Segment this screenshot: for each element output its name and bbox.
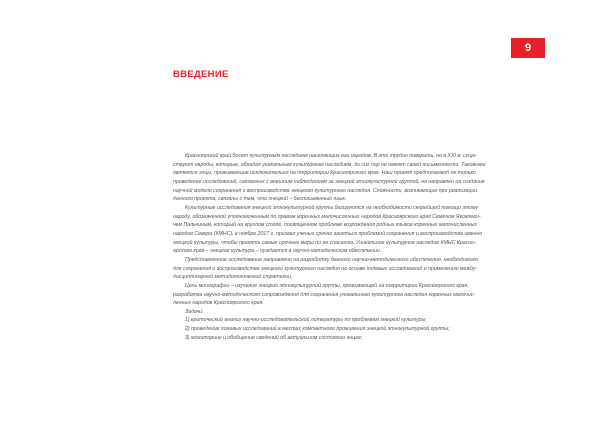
text-line: ствуют народы, которые, обладая уникальным культурным наследием, до сих пор не имеют своей письменности. Таковыми: [173, 161, 486, 168]
text-line: ярского края – энецкая культура – нуждается в научно-методическом обеспечении.: [173, 248, 382, 255]
text-line: данного проекта, связаны с тем, что энецкий – бесписьменный язык.: [173, 196, 347, 203]
text-line: народов Севера (КМНС), в ноябре 2017 г. призвал ученых срочно заняться проблемой сохранения и воспроизводства именно: [173, 230, 483, 237]
text-line: дисциплинарной методологической стратегии.: [173, 274, 293, 281]
text-line: Красноярский край богат культурным наследием населяющих его народов. В это трудно поверить, но в XXI в. суще-: [185, 153, 478, 159]
list-item: 1) критический анализ научно-исследовательской литературы по проблемам энецкой культуры;: [185, 317, 427, 324]
text-line: Задачи:: [185, 308, 204, 315]
text-line: Представленное исследование направлено на разработку данного научно-методического обеспечения, необходимого: [185, 256, 478, 263]
list-item: 2) проведение полевых исследований в местах компактного проживания энецкой этнокультурной группы;: [185, 326, 450, 333]
page-number-badge: 9: [511, 38, 545, 58]
text-line: народу, обозначенной уполномоченным по правам коренных малочисленных народов Красноярского края Семеном Яковлеви-: [173, 213, 481, 220]
text-line: чем Пальчиным, который на круглом столе, посвященном проблеме возрождения родных языков коренных малочисленных: [173, 222, 478, 229]
text-line: разработка научно-методического сопровождения для сохранения уникального культурного наследия коренных малочис-: [173, 291, 476, 298]
list-item: 3) мониторинг и обобщение сведений об актуальном состоянии энцев;: [185, 334, 363, 341]
page-title: ВВЕДЕНИЕ: [173, 69, 229, 80]
text-line: Культурные исследования энецкой этнокультурной группы базируются на необходимости скорейшей помощи этому: [185, 204, 479, 211]
body-text: [173, 152, 523, 342]
text-line: научной модели сохранения и воспроизводства энецкого культурного наследия. Сложности, возникающие при реализации: [173, 187, 478, 194]
text-line: проведение исследований, связанных с внешним наблюдением за энецкой этнокультурной группой, но направлен на создание: [173, 178, 485, 185]
text-line: Цель монографии – изучение энецкой этнокультурной группы, проживающей на территории Красноярского края,: [185, 282, 469, 289]
text-line: ленных народов Красноярского края.: [173, 300, 264, 307]
text-line: энецкой культуры, чтобы принять самые срочные меры по ее спасению. Уникальное культурное наследие КМНС Красно-: [173, 239, 476, 246]
text-line: являются энцы, проживающие исключительно на территории Красноярского края. Наш проект предполагает не только: [173, 170, 476, 177]
text-line: для сохранения и воспроизводства энецкого культурного наследия на основе полевых исследований и применению между-: [173, 265, 478, 272]
